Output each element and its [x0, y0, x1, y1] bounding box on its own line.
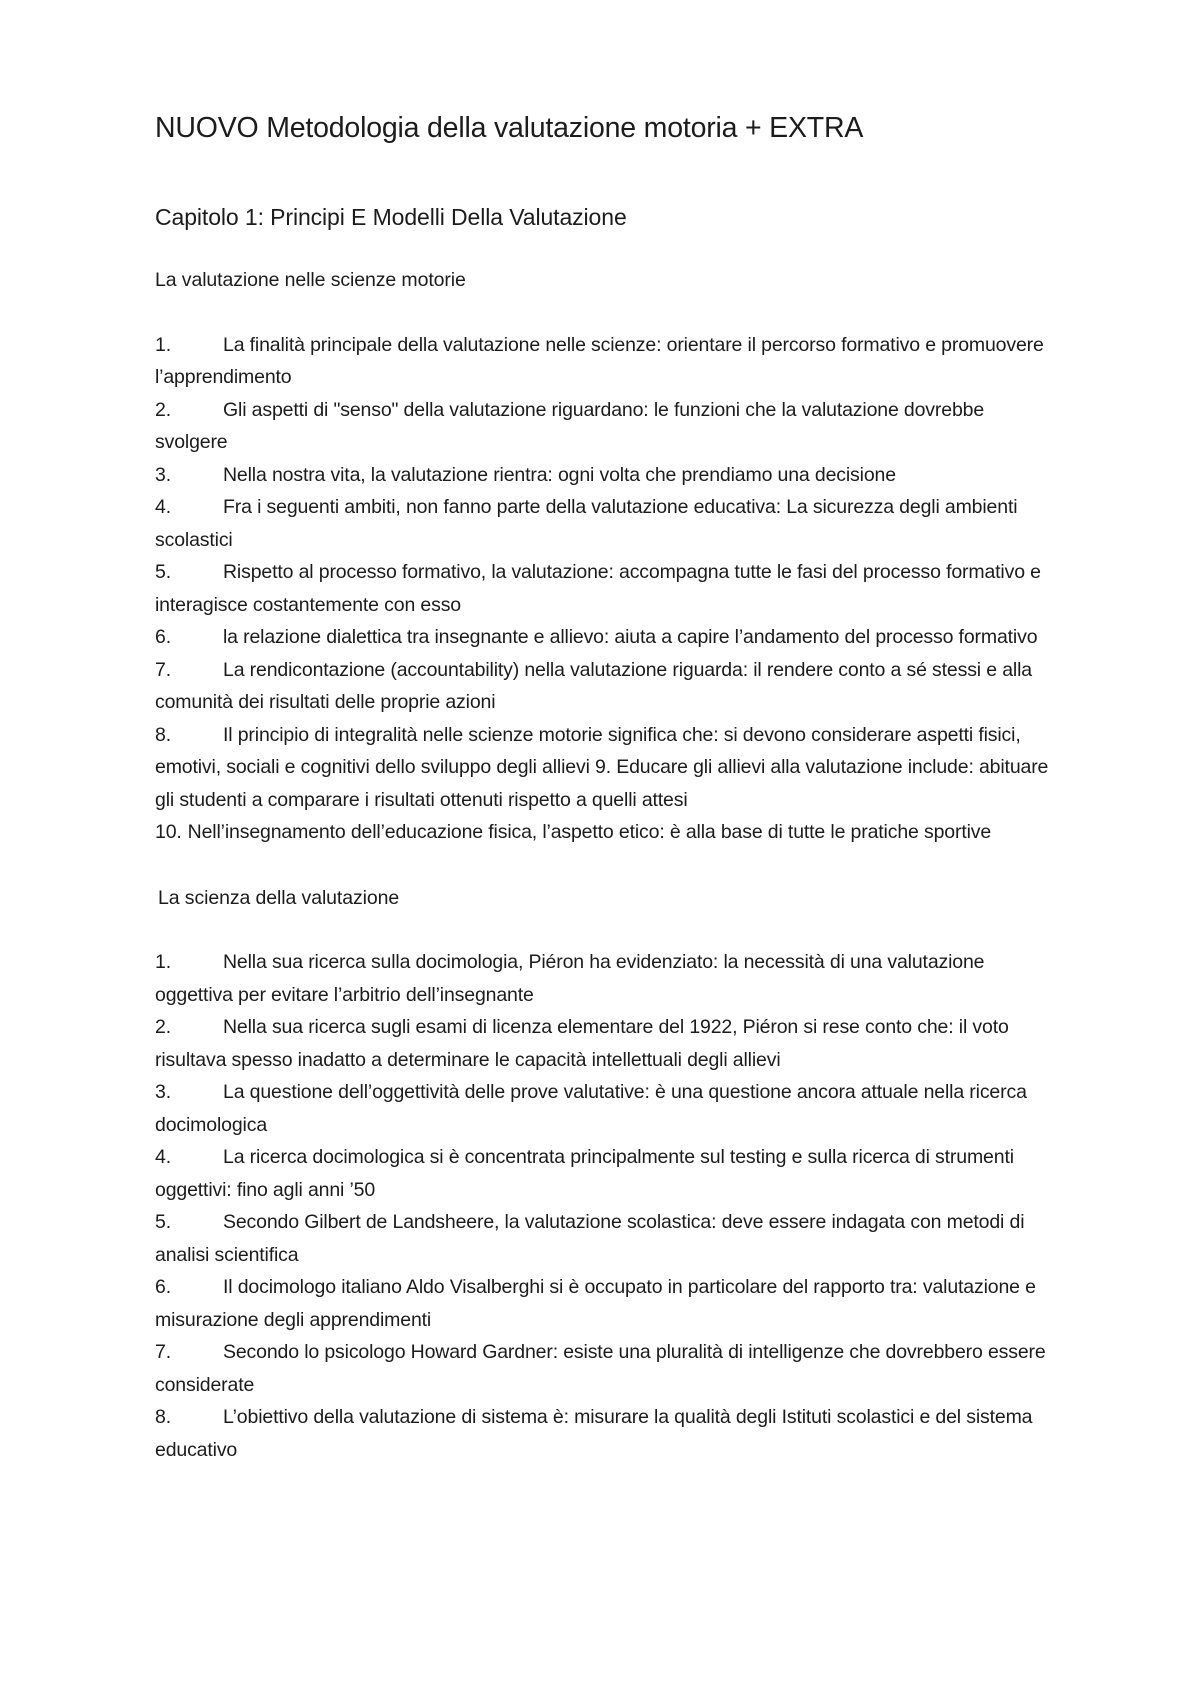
item-text: Nella nostra vita, la valutazione rientra: ogni volta che prendiamo una decisione	[223, 463, 896, 486]
item-number: 2.	[155, 1016, 171, 1038]
item-text: La rendicontazione (accountability) nella valutazione riguarda: il rendere conto a sé stessi e alla comunità dei risultati delle proprie azioni	[155, 658, 1032, 713]
item-text: La questione dell’oggettività delle prove valutative: è una questione ancora attuale nella ricerca docimologica	[155, 1081, 1027, 1136]
list-item	[155, 1401, 1055, 1466]
list-item	[155, 1141, 1055, 1206]
question-list-section2	[155, 946, 1055, 1466]
item-number: 7.	[155, 658, 171, 681]
list-item	[155, 654, 1055, 719]
list-item	[155, 816, 1055, 849]
item-text: La finalità principale della valutazione nelle scienze: orientare il percorso formativo e promuovere l’apprendimento	[155, 333, 1044, 388]
document-title: NUOVO Metodologia della valutazione motoria + EXTRA	[155, 112, 864, 144]
item-number: 4.	[155, 1146, 171, 1168]
list-item	[155, 556, 1055, 621]
chapter-title: Capitolo 1: Principi E Modelli Della Valutazione	[155, 204, 627, 230]
item-text: Rispetto al processo formativo, la valutazione: accompagna tutte le fasi del processo formativo e interagisce costantemente con esso	[155, 561, 1041, 616]
list-item	[155, 946, 1055, 1011]
item-number: 2.	[155, 398, 171, 421]
item-text: Secondo Gilbert de Landsheere, la valutazione scolastica: deve essere indagata con metodi di analisi scientifica	[155, 1211, 1025, 1266]
item-text: La ricerca docimologica si è concentrata principalmente sul testing e sulla ricerca di strumenti oggettivi: fino agli anni ’50	[155, 1146, 1014, 1201]
item-number: 5.	[155, 561, 171, 583]
item-text: Nell’insegnamento dell’educazione fisica, l’aspetto etico: è alla base di tutte le pratiche sportive	[187, 821, 992, 843]
item-number: 6.	[155, 1276, 171, 1298]
item-text: L’obiettivo della valutazione di sistema è: misurare la qualità degli Istituti scolastici e del sistema educativo	[155, 1406, 1033, 1461]
item-number: 1.	[155, 951, 171, 973]
item-number: 6.	[155, 626, 171, 648]
list-item	[155, 1271, 1055, 1336]
question-list-section1	[155, 329, 1055, 849]
item-text: Nella sua ricerca sulla docimologia, Piéron ha evidenziato: la necessità di una valutazione oggettiva per evitare l’arbitrio dell’insegnante	[155, 951, 985, 1006]
list-item	[155, 1336, 1055, 1401]
item-number: 3.	[155, 1081, 171, 1103]
list-item	[155, 394, 1055, 459]
item-number: 1.	[155, 333, 171, 356]
item-number: 7.	[155, 1341, 171, 1363]
section-title-scienza-valutazione: La scienza della valutazione	[158, 886, 400, 909]
item-number: 5.	[155, 1211, 171, 1233]
item-number: 10.	[155, 821, 182, 843]
item-text: Secondo lo psicologo Howard Gardner: esiste una pluralità di intelligenze che dovrebbero essere considerate	[155, 1341, 1046, 1396]
item-number: 8.	[155, 1406, 171, 1428]
list-item	[155, 1076, 1055, 1141]
document-content	[155, 108, 1055, 1466]
item-text: Nella sua ricerca sugli esami di licenza elementare del 1922, Piéron si rese conto che: il voto risultava spesso inadatto a determinare le capacità intellettuali degli allievi	[155, 1016, 1009, 1071]
list-item	[155, 329, 1055, 394]
list-item	[155, 1206, 1055, 1271]
list-item	[155, 1011, 1055, 1076]
item-text: Il docimologo italiano Aldo Visalberghi si è occupato in particolare del rapporto tra: valutazione e misurazione degli apprendimenti	[155, 1276, 1036, 1331]
item-text: Fra i seguenti ambiti, non fanno parte della valutazione educativa: La sicurezza degli ambienti scolastici	[155, 496, 1018, 551]
item-number: 4.	[155, 496, 171, 518]
list-item	[155, 621, 1055, 654]
list-item	[155, 491, 1055, 556]
list-item	[155, 459, 1055, 492]
item-text: Gli aspetti di "senso" della valutazione riguardano: le funzioni che la valutazione dovrebbe svolgere	[155, 398, 985, 453]
section-title-valutazione-scienze-motorie: La valutazione nelle scienze motorie	[155, 269, 466, 291]
item-text: la relazione dialettica tra insegnante e allievo: aiuta a capire l’andamento del processo formativo	[223, 626, 1038, 648]
list-item	[155, 719, 1055, 817]
item-number: 8.	[155, 723, 171, 746]
item-number: 3.	[155, 463, 171, 486]
item-text: Il principio di integralità nelle scienze motorie significa che: si devono considerare aspetti fisici, emotivi, sociali e cognitivi dello sviluppo degli allievi 9. Educare gli allievi alla valutazione include: abituare gli studenti a comparare i risultati ottenuti rispetto a quelli attesi	[155, 723, 1049, 811]
